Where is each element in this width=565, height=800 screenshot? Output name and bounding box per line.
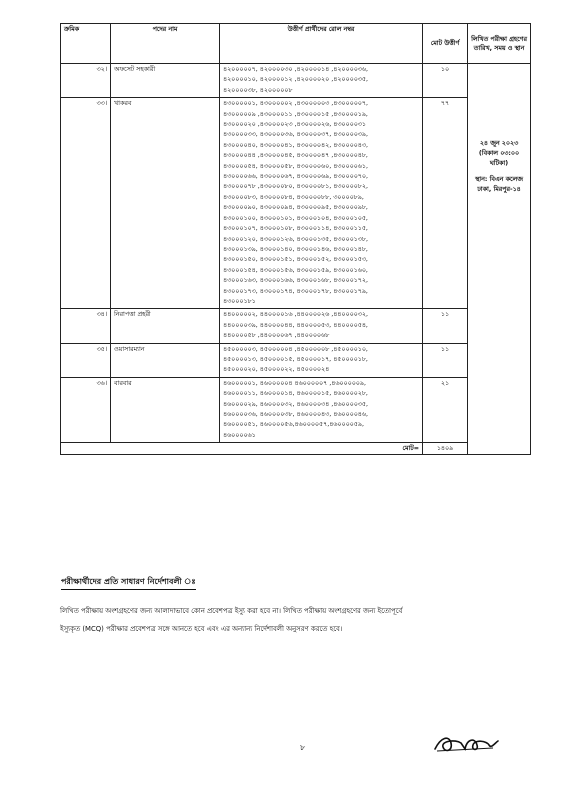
roll-line: ৪৪০০০০০২, ৪৪০০০০১৬ ,৪৪০০০০২৬ ,৪৪০০০০৩২,	[223, 311, 368, 319]
roll-line: ৪২০০০০১০, ৪২০০০০১২ ,৪২০০০০২০ ,৪২০০০০৩৫,	[223, 76, 368, 84]
roll-line: ৪৩০০০০২০ ,৪৩০০০০২৩ ,৪৩০০০০২৬, ৪৩০০০০৩১	[223, 121, 366, 129]
header-total: মোট উত্তীর্ণ	[423, 24, 468, 64]
roll-line: ৪৩০০০০৪০, ৪৩০০০০৪১, ৪৩০০০০৪২, ৪৩০০০০৪৩,	[223, 141, 368, 149]
results-table	[60, 23, 531, 455]
serial-cell: ৩৫।	[61, 343, 111, 377]
page-number: ৮	[300, 743, 306, 752]
post-name-cell: খাকরব	[111, 98, 220, 309]
total-cell: ১১	[423, 309, 468, 343]
roll-numbers-cell	[220, 377, 423, 442]
roll-line: ৪৩০০০০৩৩, ৪৩০০০০৩৬, ৪৩০০০০৩৭, ৪৩০০০০৩৯,	[223, 131, 368, 139]
header-post: পদের নাম	[111, 24, 220, 64]
exam-date: ২৪ জুন ২০২৩	[479, 140, 519, 147]
roll-line: ৪৪০০০০৩৯, ৪৪০০০০৪৪, ৪৪০০০০৫৩, ৪৪০০০০৫৪,	[223, 321, 368, 329]
sum-row	[61, 443, 531, 455]
header-exam-info: লিখিত পরীক্ষা গ্রহণের তারিখ, সময় ও স্থান	[468, 24, 531, 64]
total-cell: ১০	[423, 64, 468, 98]
sum-value: ১৪০৯	[423, 443, 468, 455]
instructions-body	[60, 602, 530, 638]
exam-venue: স্থান: বিএন কলেজ	[475, 176, 523, 183]
roll-line: ৪৩০০০১৮১	[223, 297, 256, 305]
total-cell: ৭৭	[423, 98, 468, 309]
exam-time: (বিকাল ০৩:০০	[478, 150, 520, 157]
roll-line: ৪৩০০০০৬৬, ৪৩০০০০৬৭, ৪৩০০০০৬৯, ৪৩০০০০৭০,	[223, 173, 368, 181]
exam-info-cell	[468, 64, 531, 455]
roll-numbers-cell	[220, 309, 423, 343]
table-row	[61, 309, 531, 343]
roll-numbers-cell	[220, 64, 423, 98]
roll-line: ৪২০০০০৩৮, ৪২০০০০০৮	[223, 86, 293, 94]
serial-cell: ৩৩।	[61, 98, 111, 309]
instructions-line: লিখিত পরীক্ষায় অংশগ্রহণের জন্য আলাদাভাবে কোন প্রবেশপত্র ইস্যু করা হবে না। লিখিত পরীক্ষায় অংশগ্রহণের জন্য ইতোপূর্বে	[60, 607, 403, 615]
roll-line: ৪৬০০০০৩৬, ৪৬০০০০৩৮, ৪৬০০০০৪৩, ৪৬০০০০৪৬,	[223, 411, 368, 418]
roll-line: ৪৫০০০০১৩, ৪৫০০০০১৫, ৪৫০০০০১৭, ৪৫০০০০১৮,	[223, 355, 368, 363]
roll-line: ৪৩০০০০৪৪ ,৪৩০০০০৪৫, ৪৩০০০০৪৭ ,৪৩০০০০৪৮,	[223, 152, 368, 160]
serial-cell: ৩৪।	[61, 309, 111, 343]
roll-line: ৪৩০০০০৯০, ৪৩০০০০৯৪, ৪৩০০০০৯৫, ৪৩০০০০৯৮,	[223, 204, 368, 212]
table-row	[61, 343, 531, 377]
header-serial: ক্রমিক	[61, 24, 111, 64]
exam-time: ঘটিকা)	[489, 160, 509, 167]
serial-cell: ৩২।	[61, 64, 111, 98]
roll-line: ৪৬০০০০৫১, ৪৬০০০০৫৬,৪৬০০০০৫৭,৪৬০০০০৫৯,	[223, 421, 364, 429]
roll-line: ৪২০০০০০৭, ৪২০০০০৩০ ,৪২০০০০১৪ ,৪২০০০০৩৬,	[223, 66, 368, 73]
roll-line: ৪৩০০০১৭৩, ৪৩০০০১৭৪, ৪৩০০০১৭৮, ৪৩০০০১৭৯,	[223, 287, 368, 295]
roll-numbers-cell	[220, 343, 423, 377]
roll-line: ৪৩০০০০৫৪, ৪৩০০০০৫৮, ৪৩০০০০৬০, ৪৩০০০০৬১,	[223, 162, 368, 170]
roll-numbers-cell	[220, 98, 423, 309]
roll-line: ৪৫০০০০২০, ৪৫০০০০২২, ৪৫০০০০২৪	[223, 366, 330, 374]
roll-line: ৪৩০০০০০৯ ,৪৩০০০০১১ ,৪৩০০০০১৫ ,৪৩০০০০১৯,	[223, 110, 368, 118]
table-row	[61, 98, 531, 309]
instructions-heading: পরীক্ষার্থীদের প্রতি সাধারণ নির্দেশাবলী ঃ	[61, 576, 196, 590]
roll-line: ৪৩০০০০৭৮ ,৪৩০০০০৮০, ৪৩০০০০৮১, ৪৩০০০০৮২,	[223, 183, 368, 191]
roll-line: ৪৩০০০১০০, ৪৩০০০১০১, ৪৩০০০১০৪, ৪৩০০০১০৫,	[223, 214, 368, 222]
roll-line: ৪৩০০০১৬৩, ৪৩০০০১৬৬, ৪৩০০০১৬৮, ৪৩০০০১৭২,	[223, 277, 368, 285]
roll-line: ৪৫০০০০০৩, ৪৫০০০০০৪ ,৪৫০০০০০৮ ,৪৫০০০০১০,	[223, 345, 368, 353]
post-name-cell: বারবার	[111, 377, 220, 442]
serial-cell: ৩৬।	[61, 377, 111, 442]
roll-line: ৪৩০০০১৩৯, ৪৩০০০১৪০, ৪৩০০০১৪৬, ৪৩০০০১৪৮,	[223, 245, 368, 253]
roll-line: ৪৩০০০০৮৩, ৪৩০০০০৮৪, ৪৩০০০০৮৮, ৩০০০০৮৯,	[223, 193, 364, 201]
roll-line: ৪৬০০০০০১, ৪৬০০০০০৪ ৪৬০০০০০৭ ,৪৬০০০০০৯,	[223, 379, 366, 387]
header-rolls: উত্তীর্ণ প্রার্থীদের রোল নম্বর	[220, 24, 423, 64]
total-cell: ১১	[423, 343, 468, 377]
instructions-line: ইস্যুকৃত (MCQ) পরীক্ষার প্রবেশপত্র সঙ্গে আনতে হবে এবং এর অন্যান্য নির্দেশাবলী অনুসরণ করতে হবে।	[60, 625, 343, 633]
post-name-cell: নিরাপত্তা প্রহরী	[111, 309, 220, 343]
roll-line: ৪৩০০০১০৭, ৪৩০০০১০৮, ৪৩০০০১১৪, ৪৩০০০১১৫,	[223, 225, 368, 233]
roll-line: ৪৬০০০০১১, ৪৬০০০০১৪, ৪৬০০০০১৫, ৪৬০০০০২৮,	[223, 390, 368, 398]
exam-venue: ঢাকা, মিরপুর-১৪	[477, 186, 521, 193]
table-row	[61, 64, 531, 98]
roll-line: ৪৩০০০০০১, ৪৩০০০০০২ ,৪৩০০০০০৩ ,৪৩০০০০০৭,	[223, 100, 368, 108]
roll-line: ৪৩০০০১৫৪, ৪৩০০০১৫৬, ৪৩০০০১৫৯, ৪৩০০০১৬০,	[223, 266, 368, 274]
sum-label: মোট=	[61, 443, 423, 455]
signature-image	[431, 733, 501, 755]
total-cell: ২১	[423, 377, 468, 442]
roll-line: ৪৬০০০০৬১	[223, 431, 256, 439]
roll-line: ৪৩০০০১৫০, ৪৩০০০১৫১, ৪৩০০০১৫২, ৪৩০০০১৫৩,	[223, 256, 368, 264]
roll-line: ৪৪০০০০৫৮ ,৪৪০০০০৬৭ ,৪৪০০০০৬৮	[223, 332, 330, 340]
table-header-row	[61, 24, 531, 64]
roll-line: ৪৬০০০০২৯, ৪৬০০০০৩২, ৪৬০০০০৩৪ ,৪৬০০০০৩৫,	[223, 400, 368, 408]
roll-line: ৪৩০০০১২০, ৪৩০০০১২৬, ৪৩০০০১৩৫, ৪৩০০০১৩৮,	[223, 235, 368, 243]
post-name-cell: অফসেট সহকারী	[111, 64, 220, 98]
table-row	[61, 377, 531, 442]
post-name-cell: ওয়াসারম্যান	[111, 343, 220, 377]
